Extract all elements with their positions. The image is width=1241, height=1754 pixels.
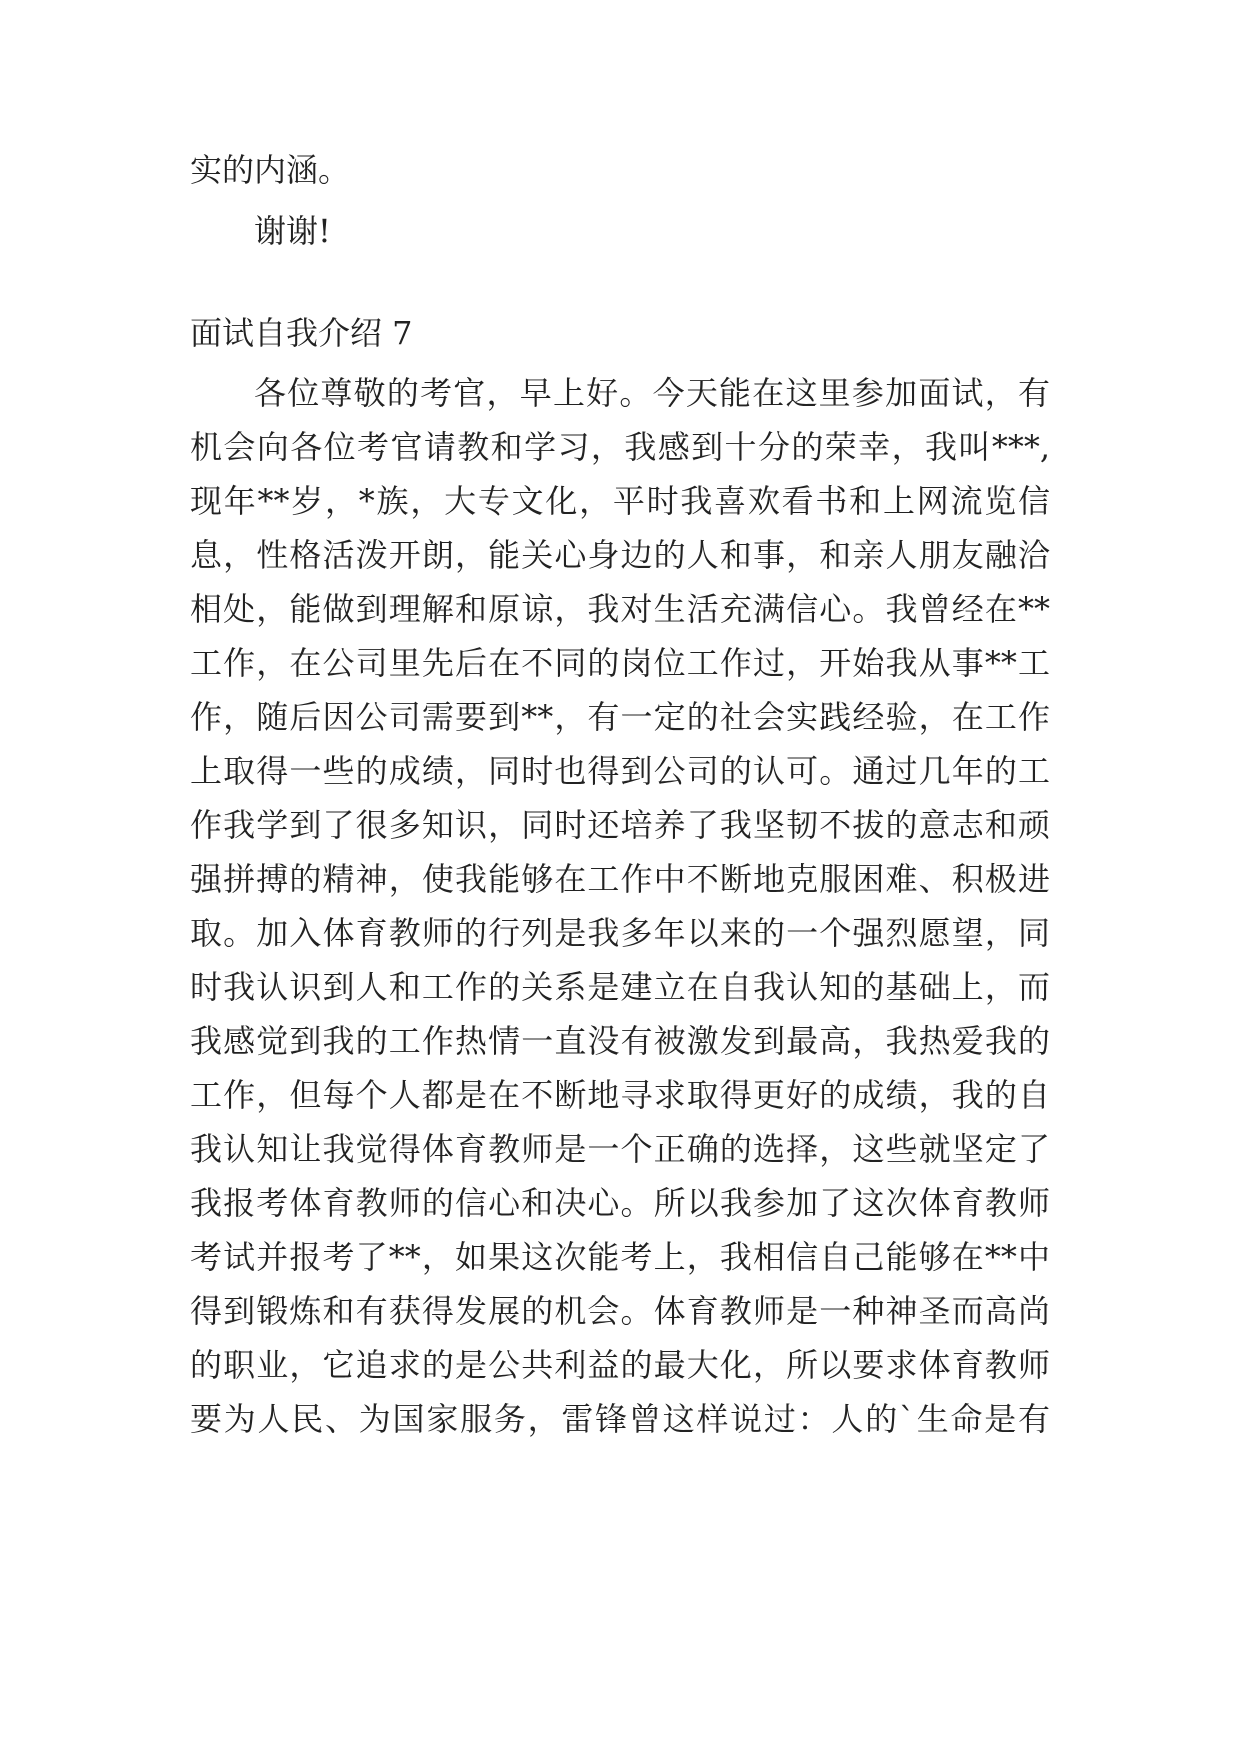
paragraph-line: 时我认识到人和工作的关系是建立在自我认知的基础上，而 <box>190 968 1050 1006</box>
paragraph-line: 我认知让我觉得体育教师是一个正确的选择，这些就坚定了 <box>190 1130 1050 1168</box>
paragraph-line: 工作，但每个人都是在不断地寻求取得更好的成绩，我的自 <box>190 1076 1050 1114</box>
paragraph-line: 息，性格活泼开朗，能关心身边的人和事，和亲人朋友融洽 <box>190 536 1050 574</box>
paragraph-line: 机会向各位考官请教和学习，我感到十分的荣幸，我叫***, <box>190 428 1050 466</box>
paragraph-line: 相处，能做到理解和原谅，我对生活充满信心。我曾经在** <box>190 590 1050 628</box>
paragraph-line: 各位尊敬的考官，早上好。今天能在这里参加面试，有 <box>254 374 1050 412</box>
paragraph-line: 作我学到了很多知识，同时还培养了我坚韧不拔的意志和顽 <box>190 806 1050 844</box>
paragraph-line: 得到锻炼和有获得发展的机会。体育教师是一种神圣而高尚 <box>190 1292 1050 1330</box>
paragraph-line: 上取得一些的成绩，同时也得到公司的认可。通过几年的工 <box>190 752 1050 790</box>
previous-section-ending: 实的内涵。 <box>190 151 351 189</box>
paragraph-line: 强拼搏的精神，使我能够在工作中不断地克服困难、积极进 <box>190 860 1050 898</box>
paragraph-line: 我报考体育教师的信心和决心。所以我参加了这次体育教师 <box>190 1184 1050 1222</box>
thanks-line: 谢谢! <box>254 212 331 250</box>
section-title: 面试自我介绍 7 <box>190 314 413 352</box>
paragraph-line: 作，随后因公司需要到**，有一定的社会实践经验，在工作 <box>190 698 1050 736</box>
paragraph-line: 现年**岁，*族，大专文化，平时我喜欢看书和上网流览信 <box>190 482 1050 520</box>
paragraph-line: 工作，在公司里先后在不同的岗位工作过，开始我从事**工 <box>190 644 1050 682</box>
paragraph-line: 考试并报考了**，如果这次能考上，我相信自己能够在**中 <box>190 1238 1050 1276</box>
paragraph-line: 我感觉到我的工作热情一直没有被激发到最高，我热爱我的 <box>190 1022 1050 1060</box>
paragraph-line: 取。加入体育教师的行列是我多年以来的一个强烈愿望，同 <box>190 914 1050 952</box>
paragraph-line: 的职业，它追求的是公共利益的最大化，所以要求体育教师 <box>190 1346 1050 1384</box>
paragraph-line: 要为人民、为国家服务，雷锋曾这样说过：人的`生命是有 <box>190 1400 1050 1438</box>
